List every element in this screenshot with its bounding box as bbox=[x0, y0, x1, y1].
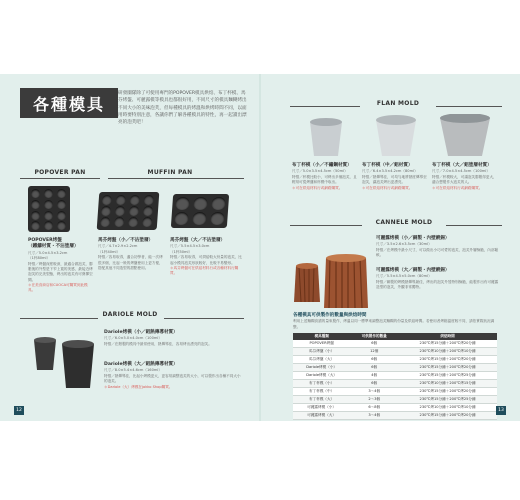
table-intro: 利用上述麵糊食譜的量來製作，烤溫以同一標準來調整泡芙麵糊的份量及烘焙時間。若使用者烤箱溫度較不同，請依實際狀況調整。 bbox=[293, 319, 495, 329]
intro-paragraph: 研發團隊除了可使用專門的POPOVER模具烘焙、布丁杯模、馬芬烤盤、可麗露模等模具也都很好用，不同尺寸的模具麵糊烤出不同大小的美味泡芙，但每種模具的烤溫和烘烤時間不同，以面用時要特別注意，各讓你們了解各種模具的特性，再一起讀出漂亮的泡芙吧！ bbox=[118, 91, 247, 126]
product-dariole-large bbox=[104, 362, 242, 390]
product-title: Dariole烤模（小／鋁熱傳導材質） bbox=[104, 330, 178, 335]
table-cell: 230℃烤15分鐘＋200℃烤20分鐘 bbox=[398, 412, 497, 420]
table-header: 烘焙時間 bbox=[398, 333, 497, 340]
product-spec: （1杯50ml） bbox=[170, 249, 193, 254]
table-row bbox=[293, 348, 497, 356]
section-divider bbox=[20, 178, 100, 179]
section-divider bbox=[108, 178, 244, 179]
table-cell: 布丁杯模（小） bbox=[293, 380, 350, 388]
table-header: 可供製作的數量 bbox=[350, 333, 398, 340]
section-divider bbox=[20, 318, 98, 319]
table-cell: 230℃烤15分鐘＋200℃烤25分鐘 bbox=[398, 396, 497, 404]
table-cell: 6〜8個 bbox=[350, 404, 398, 412]
product-description: 特徵／在烤模中最小尺寸，可以做出小巧可愛的泡芙，泡芙外層酥脆，內部鬆軟。 bbox=[376, 247, 499, 258]
table-row bbox=[293, 372, 497, 380]
table-row bbox=[293, 340, 497, 348]
product-flan-medium bbox=[362, 163, 428, 191]
product-dariole-small bbox=[104, 330, 242, 347]
table-cell: Dariole烤模（大） bbox=[293, 372, 350, 380]
product-description: 特徵／在鋁製的模具中最常使用，熱傳導佳，容易烤出漂亮的泡芙。 bbox=[104, 341, 212, 346]
product-spec: 尺寸／5.0×4.5×3.2cm bbox=[28, 250, 68, 255]
table-cell: 230℃烤15分鐘＋200℃烤20分鐘 bbox=[398, 340, 497, 348]
table-cell: 230℃烤15分鐘＋200℃烤25分鐘 bbox=[398, 372, 497, 380]
table-cell: 可麗露烤模（小） bbox=[293, 404, 350, 412]
table-header: 模具種類 bbox=[293, 333, 350, 340]
product-spec: 尺寸／4.7×2.9×2.2cm bbox=[98, 244, 138, 249]
table-cell: Dariole烤模（小） bbox=[293, 364, 350, 372]
section-divider bbox=[290, 106, 360, 107]
table-cell: 230℃烤10分鐘＋200℃烤15分鐘 bbox=[398, 380, 497, 388]
table-row bbox=[293, 364, 497, 372]
product-title: 馬芬烤盤（小／不沾塗層） bbox=[98, 238, 154, 243]
table-cell: 馬芬烤盤（大） bbox=[293, 356, 350, 364]
product-cannele-large bbox=[376, 268, 500, 291]
page-title: 各種模具 bbox=[20, 88, 118, 118]
table-row bbox=[293, 380, 497, 388]
table-cell: 4個 bbox=[350, 372, 398, 380]
table-cell: 3〜4個 bbox=[350, 412, 398, 420]
product-note: ＊可在烘焙材料行或網路購買。 bbox=[432, 185, 483, 190]
table-cell: 可麗露烤模（大） bbox=[293, 412, 350, 420]
table-cell: 布丁杯模（大） bbox=[293, 396, 350, 404]
bake-time-table bbox=[293, 333, 497, 420]
product-description: 特徵／杯模較大，可讓泡芙膨脹得更大，適合想製作大泡芙的人。 bbox=[432, 174, 497, 185]
section-divider bbox=[446, 225, 502, 226]
product-flan-small bbox=[292, 163, 358, 191]
table-cell: 12個 bbox=[350, 348, 398, 356]
product-title: 布丁杯模（大／鋁塗層材質） bbox=[432, 163, 492, 168]
product-spec: 尺寸／6.4×3.5×4.2cm（80ml） bbox=[362, 169, 418, 174]
product-spec: 尺寸／5.5×4.5×5.0cm（80ml） bbox=[376, 274, 432, 279]
table-cell: 6個 bbox=[350, 356, 398, 364]
product-title: Dariole烤模（大／鋁熱傳導材質） bbox=[104, 362, 178, 367]
table-row bbox=[293, 412, 497, 420]
product-description: 特徵／容易取得，可烘焙較大份量的泡芙，比起小模具泡芙形狀較好，比較不易變形。 bbox=[170, 255, 242, 265]
table-cell: 230℃烤15分鐘＋200℃烤20分鐘 bbox=[398, 356, 497, 364]
table-cell: 230℃烤15分鐘＋200℃烤20分鐘 bbox=[398, 364, 497, 372]
product-description: 特徵／容易取得，適合初學者，能一次烤很多個，比起一般的烤盤使用上更方便，搭配其他不同造型的甜點使用。 bbox=[98, 255, 163, 270]
table-row bbox=[293, 356, 497, 364]
product-description: 特徵／熱傳導佳，可均勻地將熱度傳導至泡芙，讓泡芙烤出更漂亮。 bbox=[362, 174, 427, 185]
product-title: 可麗露烤模（大／銅製・內壁鍍錫） bbox=[376, 268, 450, 273]
section-divider bbox=[164, 318, 244, 319]
product-description: 特徵／熱傳導佳，比起小烤模更大，更容易調整泡芙的大小，可以製作出各種不同大小的泡芙。 bbox=[104, 373, 241, 384]
table-row bbox=[293, 388, 497, 396]
product-spec: 尺寸／5.5×4.5×3.0cm bbox=[170, 244, 210, 249]
product-popover-pan bbox=[28, 238, 94, 293]
book-gutter bbox=[259, 74, 261, 421]
section-divider bbox=[436, 106, 502, 107]
dariole-molds-image bbox=[30, 330, 100, 394]
bake-table-caption bbox=[293, 313, 497, 330]
cannele-molds-image bbox=[292, 252, 372, 312]
product-spec: 尺寸／5.0×3.5×4.5cm（50ml） bbox=[292, 169, 348, 174]
product-flan-large bbox=[432, 163, 500, 191]
product-spec: 尺寸／6.0×5.0×4.0cm（100ml） bbox=[104, 336, 162, 341]
muffin-pan-large-image bbox=[171, 194, 229, 228]
product-muffin-large bbox=[170, 238, 242, 276]
table-title: 各種模具可供製作的數量與烘焙時間 bbox=[293, 313, 367, 318]
flan-molds-image bbox=[300, 114, 500, 160]
product-note: ＊可在烘焙材料行或網路購買。 bbox=[292, 185, 343, 190]
popover-pan-image bbox=[28, 186, 70, 232]
product-title: 布丁杯模（小／不鏽鋼材質） bbox=[292, 163, 352, 168]
table-row bbox=[293, 404, 497, 412]
product-note: ＊Dariole（大）烤模在jokko Shop購買。 bbox=[104, 384, 173, 389]
section-heading-popover: POPOVER PAN bbox=[34, 169, 86, 176]
product-cannele-small bbox=[376, 236, 500, 259]
product-title: 馬芬烤盤（大／不沾塗層） bbox=[170, 238, 226, 243]
table-cell: 布丁杯模（中） bbox=[293, 388, 350, 396]
product-description: 特徵／銅製的烤模熱傳導最佳，烤出的泡芙外殼特別酥脆，能製作出有可麗露造型的泡芙，外觀非常獨特。 bbox=[376, 279, 499, 290]
product-title: 布丁杯模（中／鋁材質） bbox=[362, 163, 413, 168]
product-title: 可麗露烤模（小／銅製・內壁鍍錫） bbox=[376, 236, 450, 241]
product-note: ＊在美食商店和CUOCA可購買到此模具。 bbox=[28, 283, 88, 293]
product-title: POPOVER烤盤 （鐵鑄材質・不沾塗層） bbox=[28, 238, 79, 250]
product-description: 特徵／烤盤深度較深，最適合做泡芙，膨脹後的外型是下窄上寬的美感，最接近烤泡芙的完美型態，烤出的泡芙有可發揮空間。 bbox=[28, 261, 93, 282]
table-cell: 2〜3個 bbox=[350, 396, 398, 404]
section-heading-cannele: CANNELE MOLD bbox=[375, 219, 433, 226]
product-note: ＊可在烘焙材料行或網路購買。 bbox=[362, 185, 413, 190]
product-muffin-small bbox=[98, 238, 166, 271]
table-cell: POPOVER烤盤 bbox=[293, 340, 350, 348]
table-cell: 230℃烤10分鐘＋200℃烤10分鐘 bbox=[398, 348, 497, 356]
product-spec: 尺寸／3.5×2.6×3.5cm（30ml） bbox=[376, 242, 432, 247]
product-spec: （1杯80ml） bbox=[28, 256, 51, 261]
table-cell: 6個 bbox=[350, 340, 398, 348]
page-number-left: 12 bbox=[14, 406, 24, 415]
product-spec: 尺寸／8.0×5.4×4.6cm（160ml） bbox=[104, 368, 162, 373]
product-spec: 尺寸／7.0×4.5×4.5cm（100ml） bbox=[432, 169, 490, 174]
table-cell: 230℃烤10分鐘＋200℃烤10分鐘 bbox=[398, 404, 497, 412]
table-row bbox=[293, 396, 497, 404]
table-cell: 馬芬烤盤（小） bbox=[293, 348, 350, 356]
muffin-pan-small-image bbox=[97, 192, 160, 230]
section-heading-muffin: MUFFIN PAN bbox=[147, 169, 193, 176]
section-divider bbox=[290, 225, 362, 226]
table-cell: 6個 bbox=[350, 364, 398, 372]
section-heading-flan: FLAN MOLD bbox=[376, 100, 420, 107]
table-cell: 6個 bbox=[350, 380, 398, 388]
section-heading-dariole: DARIOLE MOLD bbox=[102, 311, 158, 318]
page-number-right: 13 bbox=[496, 406, 506, 415]
product-note: ＊馬芬烤盤可在烘焙材料行或各種材料行購買。 bbox=[170, 265, 239, 276]
product-spec: （1杯40ml） bbox=[98, 249, 121, 254]
table-cell: 230℃烤15分鐘＋200℃烤20分鐘 bbox=[398, 388, 497, 396]
product-description: 特徵／杯模比較小，可烤出多個泡芙，且輕易可從烤盤和杯模中取出。 bbox=[292, 174, 357, 185]
table-cell: 3〜4個 bbox=[350, 388, 398, 396]
